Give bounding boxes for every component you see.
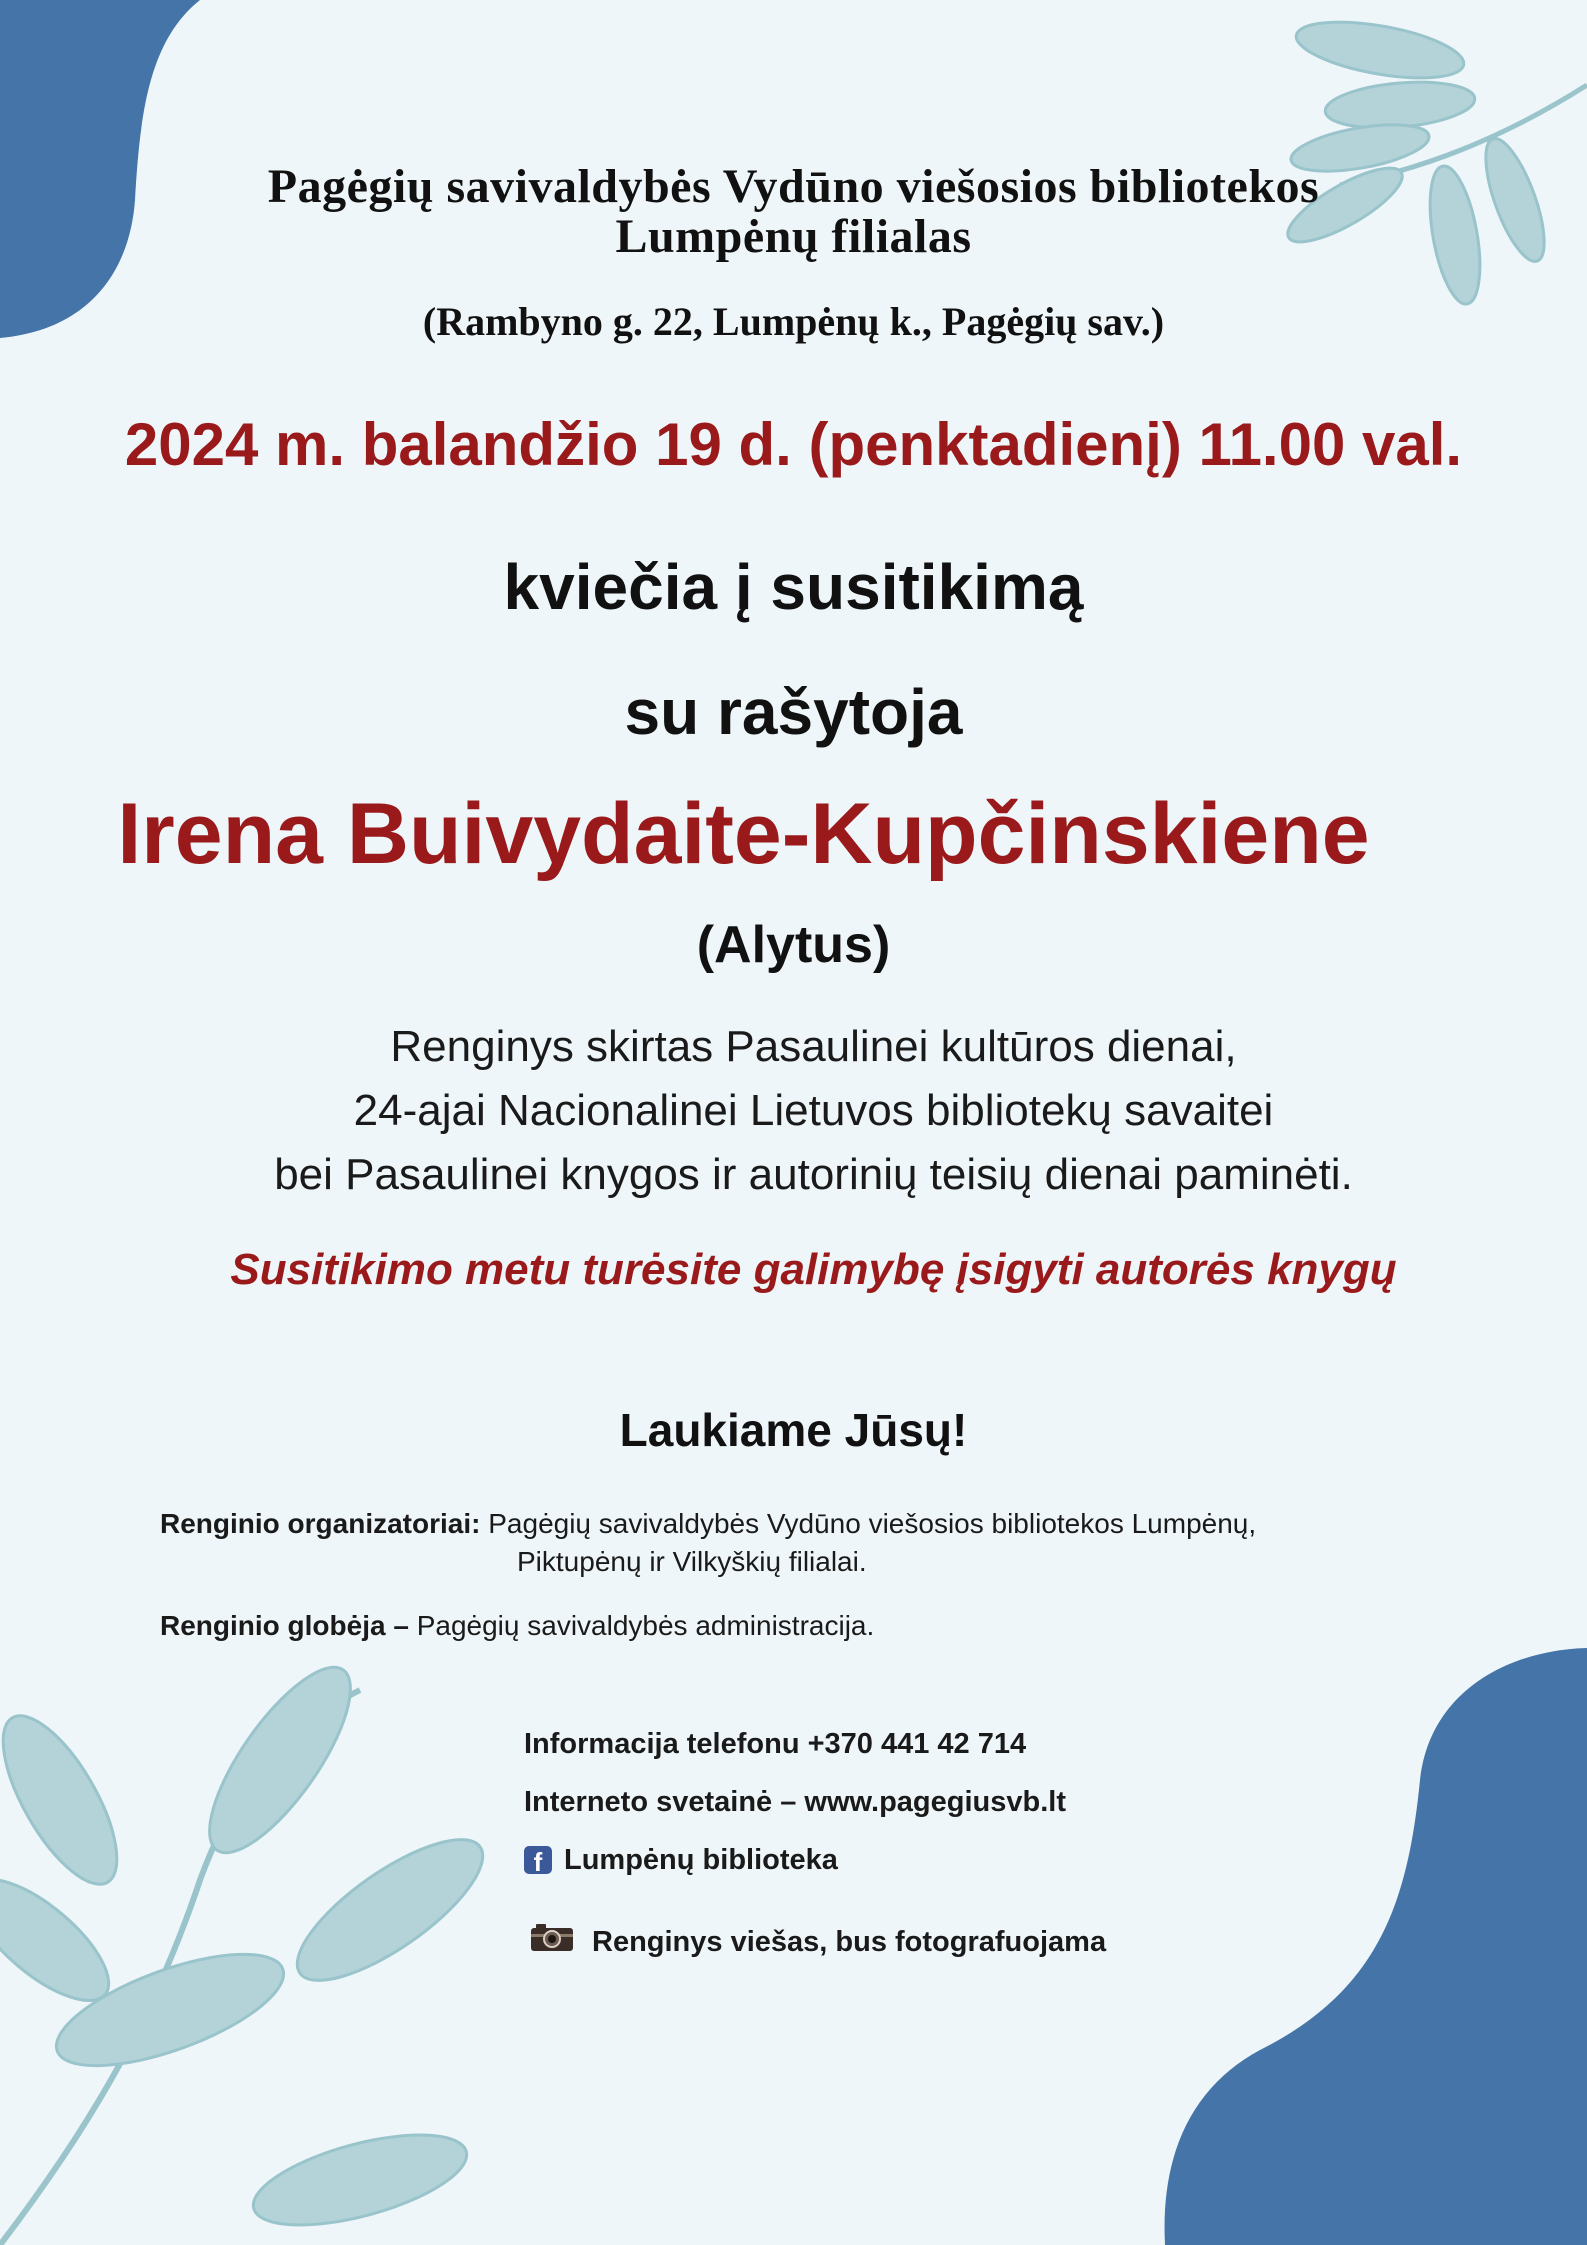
description-line-2: 24-ajai Nacionalinei Lietuvos bibliotekų savaitei [353, 1086, 1274, 1135]
description-line-3: bei Pasaulinei knygos ir autorinių teisių dienai paminėti. [274, 1150, 1353, 1199]
invite-line-2: su rašytoja [624, 676, 963, 748]
facebook-text[interactable]: Lumpėnų biblioteka [564, 1844, 838, 1876]
library-name [0, 162, 1587, 262]
event-date: 2024 m. balandžio 19 d. (penktadienį) 11.00 val. [124, 411, 1463, 478]
bottom-right-blob [1165, 1648, 1587, 2245]
photo-notice-text: Renginys viešas, bus fotografuojama [592, 1926, 1107, 1958]
library-address: (Rambyno g. 22, Lumpėnų k., Pagėgių sav.) [422, 299, 1165, 344]
author-name: Irena Buivydaite-Kupčinskiene [117, 786, 1370, 882]
phone-line [524, 1715, 1106, 1773]
contact-info [524, 1715, 1106, 1971]
organizers-label: Renginio organizatoriai: [160, 1508, 481, 1539]
patron [160, 1607, 874, 1645]
organizers-line-2: Piktupėnų ir Vilkyškių filialai. [517, 1546, 867, 1577]
facebook-line[interactable] [524, 1831, 1106, 1889]
camera-icon [530, 1922, 574, 1963]
photo-notice-line [524, 1913, 1106, 1971]
bottom-left-leaves [0, 1648, 502, 2245]
library-name-line-2: Lumpėnų filialas [615, 210, 972, 263]
organizers [160, 1505, 1420, 1581]
top-right-leaves [1279, 12, 1587, 308]
website-text[interactable]: Interneto svetainė – www.pagegiusvb.lt [524, 1786, 1066, 1818]
author-city: (Alytus) [696, 916, 891, 974]
invite-line-1: kviečia į susitikimą [503, 551, 1084, 623]
patron-value: Pagėgių savivaldybės administracija. [416, 1610, 875, 1641]
welcome-text: Laukiame Jūsų! [619, 1404, 968, 1456]
phone-text: Informacija telefonu +370 441 42 714 [524, 1728, 1027, 1760]
facebook-icon: f [524, 1846, 552, 1874]
website-line [524, 1773, 1106, 1831]
library-name-line-1: Pagėgių savivaldybės Vydūno viešosios bibliotekos [267, 160, 1320, 213]
organizers-line-1: Pagėgių savivaldybės Vydūno viešosios bibliotekos Lumpėnų, [488, 1508, 1257, 1539]
event-description [20, 1015, 1587, 1207]
description-line-1: Renginys skirtas Pasaulinei kultūros dienai, [390, 1022, 1237, 1071]
patron-label: Renginio globėja – [160, 1610, 409, 1641]
books-note: Susitikimo metu turėsite galimybę įsigyti autorės knygų [230, 1245, 1397, 1294]
